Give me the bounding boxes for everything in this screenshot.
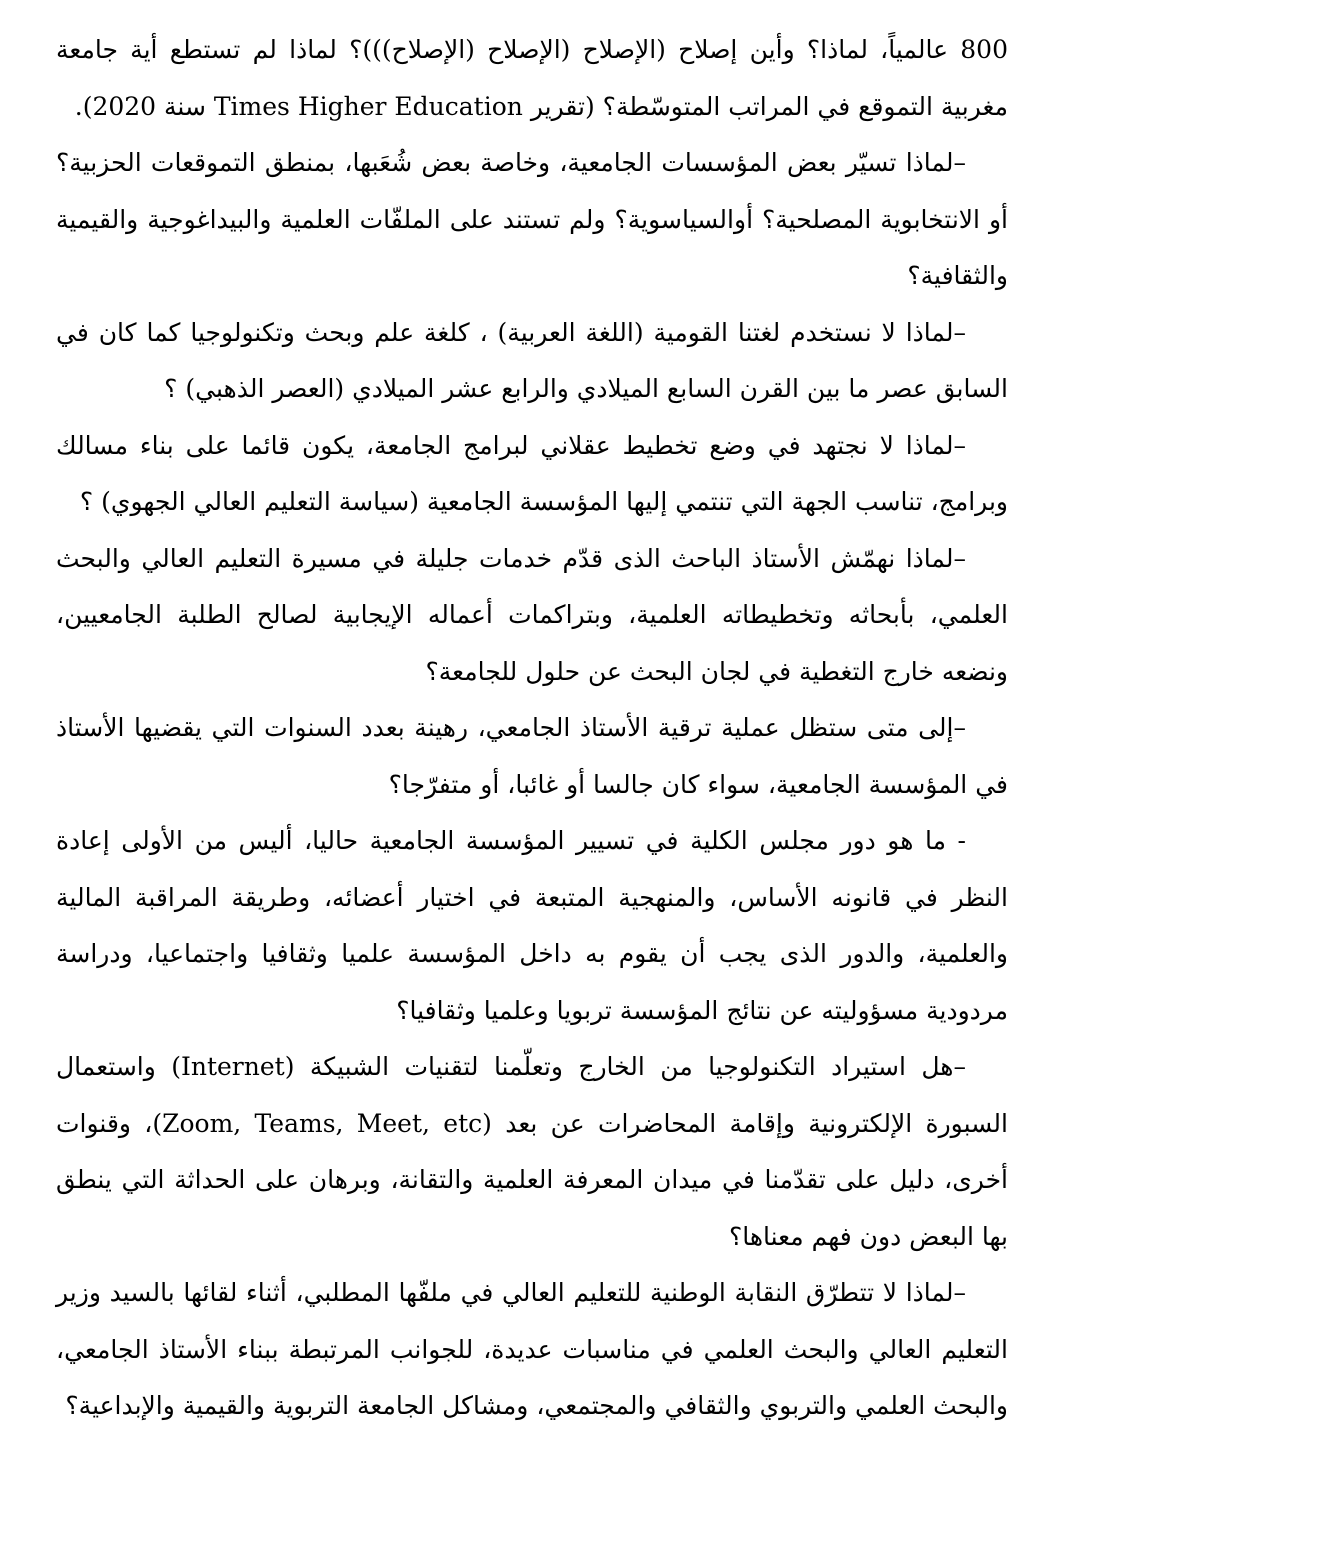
paragraph-question-rational-planning: –لماذا لا نجتهد في وضع تخطيط عقلاني لبرامج الجامعة، يكون قائما على بناء مسالك وبرامج، تناسب الجهة التي تنتمي إليها المؤسسة الجامعية (سياسة التعليم العالي الجهوي) ؟ (56, 430, 1008, 516)
paragraph-intro: 800 عالمياً، لماذا؟ وأين إصلاح (الإصلاح (الإصلاح (الإصلاح)))؟ لماذا لم تستطع أية جامعة مغربية التموقع في المراتب المتوسّطة؟ (تقرير Times Higher Education سنة 2020). (56, 35, 1008, 121)
paragraph-question-marginalized-professor: –لماذا نهمّش الأستاذ الباحث الذى قدّم خدمات جليلة في مسيرة التعليم العالي والبحث العلمي، بأبحاثه وتخطيطاته العلمية، وبتراكمات أعماله الإيجابية لصالح الطلبة الجامعيين، ونضعه خارج التغطية في لجان البحث عن حلول للجامعة؟ (56, 543, 1008, 686)
document-page (56, 22, 1008, 1435)
paragraph-question-faculty-council: - ما هو دور مجلس الكلية في تسيير المؤسسة الجامعية حاليا، أليس من الأولى إعادة النظر في قانونه الأساس، والمنهجية المتبعة في اختيار أعضائه، وطريقة المراقبة المالية والعلمية، والدور الذى يجب أن يقوم به داخل المؤسسة علميا وثقافيا واجتماعيا، ودراسة مردودية مسؤوليته عن نتائج المؤسسة تربويا وعلميا وثقافيا؟ (56, 826, 1008, 1025)
paragraph-question-partisan-management: –لماذا تسيّر بعض المؤسسات الجامعية، وخاصة بعض شُعَبها، بمنطق التموقعات الحزبية؟ أو الانتخابوية المصلحية؟ أوالسياسوية؟ ولم تستند على الملفّات العلمية والبيداغوجية والقيمية والثقافية؟ (56, 148, 1008, 290)
paragraph-question-technology-import: –هل استيراد التكنولوجيا من الخارج وتعلّمنا لتقنيات الشبيكة (Internet) واستعمال السبورة الإلكترونية وإقامة المحاضرات عن بعد (Zoom, Teams, Meet, etc)، وقنوات أخرى، دليل على تقدّمنا في ميدان المعرفة العلمية والتقانة، وبرهان على الحداثة التي ينطق بها البعض دون فهم معناها؟ (56, 1052, 1008, 1251)
paragraph-question-union: –لماذا لا تتطرّق النقابة الوطنية للتعليم العالي في ملفّها المطلبي، أثناء لقائها بالسيد وزير التعليم العالي والبحث العلمي في مناسبات عديدة، للجوانب المرتبطة ببناء الأستاذ الجامعي، والبحث العلمي والتربوي والثقافي والمجتمعي، ومشاكل الجامعة التربوية والقيمية والإبداعية؟ (56, 1278, 1008, 1420)
paragraph-question-promotion: –إلى متى ستظل عملية ترقية الأستاذ الجامعي، رهينة بعدد السنوات التي يقضيها الأستاذ في المؤسسة الجامعية، سواء كان جالسا أو غائبا، أو متفرّجا؟ (56, 713, 1008, 799)
paragraph-question-arabic-language: –لماذا لا نستخدم لغتنا القومية (اللغة العربية) ، كلغة علم وبحث وتكنولوجيا كما كان في السابق عصر ما بين القرن السابع الميلادي والرابع عشر الميلادي (العصر الذهبي) ؟ (56, 317, 1008, 403)
